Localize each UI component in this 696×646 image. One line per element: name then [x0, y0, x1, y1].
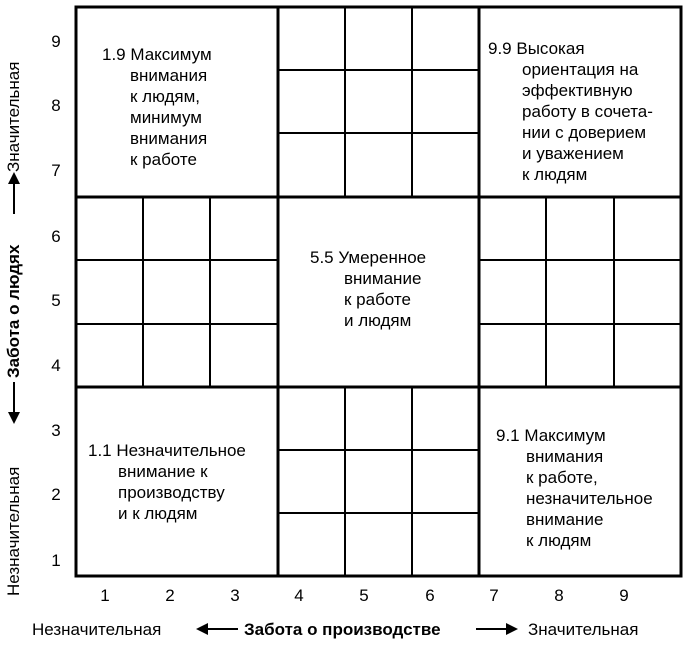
block-line: нии с доверием [522, 123, 647, 142]
block-line: 5.5 Умеренное [310, 248, 427, 267]
block-line: и уважением [522, 144, 624, 163]
arrow-left-icon [196, 620, 240, 638]
block-line: 1.9 Максимум [102, 45, 212, 64]
block-line: эффективную [522, 81, 633, 100]
block-line: минимум [130, 108, 202, 127]
x-tick: 7 [489, 586, 499, 605]
block-line: к работе [344, 290, 411, 309]
y-tick: 5 [51, 291, 61, 310]
block-line: работу в сочета- [522, 102, 653, 121]
y-tick: 6 [51, 227, 61, 246]
block-line: и людям [344, 311, 412, 330]
y-tick: 8 [51, 96, 61, 115]
arrow-down-icon [5, 380, 23, 424]
y-tick: 4 [51, 356, 61, 375]
block-1-1 [88, 440, 246, 524]
block-5-5 [310, 247, 426, 331]
block-line: 1.1 Незначительное [88, 441, 246, 460]
block-line: внимание [526, 510, 604, 529]
block-line: к людям, [130, 87, 200, 106]
y-tick: 2 [51, 485, 61, 504]
x-tick: 2 [165, 586, 175, 605]
x-axis-label-mid: Забота о производстве [244, 620, 441, 639]
y-tick: 1 [51, 551, 61, 570]
x-tick: 8 [554, 586, 564, 605]
block-9-9 [488, 38, 653, 185]
x-axis-label-low: Незначительная [32, 620, 162, 639]
block-line: к работе, [526, 468, 598, 487]
y-tick: 9 [51, 32, 61, 51]
block-line: и к людям [118, 504, 198, 523]
arrow-right-icon [474, 620, 518, 638]
x-tick: 9 [619, 586, 629, 605]
block-line: ориентация на [522, 60, 639, 79]
block-line: 9.9 Высокая [488, 39, 585, 58]
block-line: внимания [526, 447, 604, 466]
block-line: к людям [522, 165, 588, 184]
x-tick: 3 [230, 586, 240, 605]
block-line: 9.1 Максимум [496, 426, 606, 445]
block-line: внимание к [118, 462, 208, 481]
x-axis-label-high: Значительная [528, 620, 639, 639]
y-tick: 3 [51, 421, 61, 440]
x-tick: 6 [425, 586, 435, 605]
arrow-up-icon [5, 172, 23, 216]
x-tick: 1 [100, 586, 110, 605]
block-1-9 [102, 44, 212, 170]
block-9-1 [496, 425, 653, 551]
y-tick: 7 [51, 161, 61, 180]
y-axis-label-low: Незначительная [4, 466, 23, 596]
block-line: внимания [130, 66, 208, 85]
block-line: к работе [130, 150, 197, 169]
block-line: производству [118, 483, 225, 502]
x-tick: 4 [294, 586, 304, 605]
block-line: к людям [526, 531, 592, 550]
block-line: внимания [130, 129, 208, 148]
block-line: внимание [344, 269, 422, 288]
block-line: незначительное [526, 489, 653, 508]
x-tick: 5 [359, 586, 369, 605]
y-axis-label-high: Значительная [4, 61, 23, 172]
y-axis-label-mid: Забота о людях [4, 244, 23, 378]
